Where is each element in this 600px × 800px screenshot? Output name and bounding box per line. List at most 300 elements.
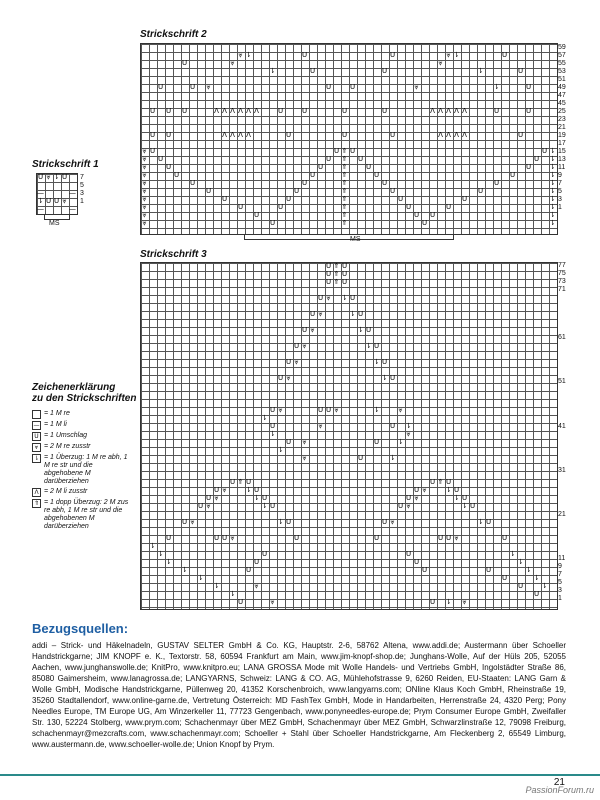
yarn-over-symbol: U (317, 163, 324, 171)
yarn-over-symbol: U (405, 203, 412, 211)
double-decrease-symbol: ⇑ (333, 270, 340, 278)
yarn-over-symbol: U (197, 502, 204, 510)
p2tog-symbol: Λ (246, 131, 251, 139)
yarn-over-symbol: U (389, 374, 396, 382)
yarn-over-symbol: U (341, 131, 348, 139)
yarn-over-symbol: U (381, 179, 388, 187)
k2tog-symbol: ⩔ (142, 203, 147, 211)
yarn-over-symbol: U (213, 534, 220, 542)
ssk-symbol: ⇂ (549, 171, 556, 179)
ssk-symbol: ⇂ (549, 187, 556, 195)
yarn-over-symbol: U (149, 107, 156, 115)
double-decrease-symbol: ⇑ (341, 195, 348, 203)
row-number: 45 (558, 100, 566, 107)
k2tog-symbol: ⩔ (454, 534, 459, 542)
yarn-over-symbol: U (525, 163, 532, 171)
yarn-over-symbol: U (261, 550, 268, 558)
chart1-ms-label: MS (49, 220, 60, 227)
yarn-over-symbol: U (445, 478, 452, 486)
row-number: 3 (80, 190, 84, 197)
p2tog-symbol: Λ (222, 107, 227, 115)
p2tog-symbol: Λ (438, 131, 443, 139)
sources-text: addi – Strick- und Häkelnadeln, GUSTAV SELTER GmbH & Co. KG, Hauptstr. 2-6, 58762 Altena, www.addi.de; Austermann über Schoeller Handstrickgarne; JIM KNOPF e. K., Textorstr. 58, 60594 Frankfurt am Main, www.jim-knopf-shop.de; Junghans-Wolle, Auf der Hüls 205, 52055 Aachen, www.junghanswolle.de; KnitPro, www.knitpro.eu; LANA GROSSA Mode mit Wolle Handels- und Vertriebs GmbH, Ingolstädter Straße 86, 85080 Gaimersheim, www.lanagrossa.de; LANGYARNS, Schweiz: LANG & CO. AG, Mühlehofstrasse 9, 6260 Reiden, EU-Staaten: LANG Garn & Wolle GmbH, Modische Handstrickgarne, Püllenweg 20, 41352 Korschenbroich, www.langyarns.com; ONline Klaus Koch GmbH, Rheinstraße 19, 35260 Stadtallendorf, www.online-garne.de, Vertretung Österreich: MD FashTex GmbH, Mode in Handarbeiten, Herrenstraße 24, 4320 Perg; Pony Needles Europe, TM Europe UG, Am Winzerkeller 11, 77723 Gengenbach, www.ponyneedles-europe.de; Prym Consumer Europe GmbH, Zweifaller Str. 130, 52224 Stolberg, www.prym.com; Schachenmayr über MEZ GmbH, Schachenmayr über MEZ GmbH, Schwarzlinstraße 12, 79098 Freiburg, schachenmayr@mezcrafts.com, www.schachenmayr.com; Schoeller + Stahl über Schoeller Handstrickgarne, Am Fleckenberg 2, 65549 Limburg, www.austermann.de, www.schoeller-wolle.de; Union Knopf by Prym. (32, 641, 566, 749)
yarn-over-symbol: U (373, 438, 380, 446)
k2tog-symbol: ⩔ (422, 486, 427, 494)
yarn-over-symbol: U (293, 342, 300, 350)
yarn-over-symbol: U (461, 494, 468, 502)
yarn-over-symbol: U (61, 173, 68, 181)
p2tog-symbol: Λ (430, 107, 435, 115)
k2tog-symbol: ⩔ (142, 171, 147, 179)
k2tog-symbol: ⩔ (214, 494, 219, 502)
yarn-over-symbol: U (325, 155, 332, 163)
ssk-symbol: ⇂ (549, 195, 556, 203)
k2tog-symbol: ⩔ (438, 59, 443, 67)
yarn-over-symbol: U (325, 406, 332, 414)
ssk-symbol: ⇂ (277, 446, 284, 454)
chart1-grid (36, 173, 78, 215)
yarn-over-symbol: U (285, 438, 292, 446)
ssk-symbol: ⇂ (549, 163, 556, 171)
yarn-over-symbol: U (445, 534, 452, 542)
yarn-over-symbol: U (181, 107, 188, 115)
yarn-over-symbol: U (149, 131, 156, 139)
ssk-symbol: ⇂ (493, 83, 500, 91)
k2tog-symbol: ⩔ (406, 502, 411, 510)
k2tog-symbol: ⩔ (46, 173, 51, 181)
legend-text: = 1 M li (44, 421, 67, 428)
yarn-over-symbol: U (349, 83, 356, 91)
legend-item (32, 454, 132, 486)
yarn-over-symbol: U (285, 195, 292, 203)
yarn-over-symbol: U (389, 422, 396, 430)
yarn-over-symbol: U (493, 179, 500, 187)
yarn-over-symbol: U (365, 326, 372, 334)
row-number: 1 (558, 204, 562, 211)
yarn-over-symbol: U (165, 131, 172, 139)
k2tog-symbol: ⩔ (270, 598, 275, 606)
k2tog-symbol: ⩔ (302, 454, 307, 462)
yarn-over-symbol: U (157, 83, 164, 91)
k2tog-symbol: ⩔ (302, 438, 307, 446)
p2tog-symbol: Λ (446, 131, 451, 139)
row-number: 15 (558, 148, 566, 155)
ssk-symbol: ⇂ (405, 422, 412, 430)
k2tog-symbol: ⩔ (414, 494, 419, 502)
yarn-over-symbol: U (53, 197, 60, 205)
yarn-over-symbol: U (309, 310, 316, 318)
k2tog-symbol: ⩔ (294, 358, 299, 366)
yarn-over-symbol: U (429, 211, 436, 219)
yarn-over-symbol: U (277, 374, 284, 382)
yarn-over-symbol: U (397, 502, 404, 510)
yarn-over-symbol: U (325, 278, 332, 286)
ssk-symbol: ⇂ (37, 197, 44, 205)
ssk-symbol: ⇂ (445, 598, 452, 606)
k2tog-symbol: ⩔ (318, 422, 323, 430)
yarn-over-symbol: U (469, 502, 476, 510)
yarn-over-symbol: U (429, 598, 436, 606)
ssk-symbol: ⇂ (341, 294, 348, 302)
double-decrease-symbol: ⇑ (341, 211, 348, 219)
chart1-title: Strickschrift 1 (32, 159, 99, 170)
ssk-symbol: ⇂ (269, 67, 276, 75)
legend-item (32, 432, 132, 441)
row-number: 53 (558, 68, 566, 75)
ssk-symbol: ⇂ (381, 374, 388, 382)
yarn-over-symbol: U (541, 147, 548, 155)
yarn-over-symbol: U (533, 590, 540, 598)
row-number: 7 (558, 571, 562, 578)
yarn-over-symbol: U (205, 187, 212, 195)
yarn-over-symbol: U (341, 107, 348, 115)
yarn-over-symbol: U (357, 155, 364, 163)
yarn-over-symbol: U (381, 107, 388, 115)
chart3-row-number-21 (558, 511, 566, 519)
yarn-over-symbol: U (341, 270, 348, 278)
yarn-over-symbol: U (245, 566, 252, 574)
ssk-symbol: ⇂ (549, 155, 556, 163)
yarn-over-symbol: U (317, 294, 324, 302)
double-decrease-symbol: ⇑ (341, 147, 348, 155)
k2tog-symbol: ⩔ (206, 83, 211, 91)
row-number: 1 (558, 595, 562, 602)
double-decrease-symbol: ⇑ (237, 478, 244, 486)
k2tog-symbol: ⩔ (142, 179, 147, 187)
k2tog-symbol-icon: ⩔ (32, 443, 41, 452)
yarn-over-symbol: U (461, 195, 468, 203)
yarn-over-symbol: U (37, 173, 44, 181)
k2tog-symbol: ⩔ (142, 211, 147, 219)
row-number: 77 (558, 262, 566, 269)
yarn-over-symbol: U (341, 262, 348, 270)
legend-text: = 2 M re zusstr (44, 443, 91, 450)
p2tog-symbol: Λ (222, 131, 227, 139)
yarn-over-symbol: U (349, 294, 356, 302)
yarn-over-symbol: U (221, 195, 228, 203)
legend-text: = 1 dopp Überzug: 2 M zus re abh, 1 M re str und die abgehobenen M darüberziehen (44, 499, 129, 530)
knit-symbol-icon (32, 410, 41, 419)
sources-section (32, 621, 566, 750)
yarn-over-symbol: U (237, 598, 244, 606)
row-number: 47 (558, 92, 566, 99)
yarn-over-symbol: U (533, 155, 540, 163)
double-decrease-symbol: ⇑ (437, 478, 444, 486)
yarn-over-symbol: U (389, 187, 396, 195)
row-number: 9 (558, 563, 562, 570)
chart3-row-number-41 (558, 423, 566, 431)
yarn-over-symbol: U (237, 203, 244, 211)
chart3-row-number-51 (558, 378, 566, 386)
yarn-over-symbol: U (165, 534, 172, 542)
chart3-grid (140, 262, 558, 610)
yarn-over-symbol: U (501, 51, 508, 59)
yarn-over-symbol: U (293, 187, 300, 195)
yarn-over-symbol: U (421, 219, 428, 227)
yarn-over-symbol: U (309, 171, 316, 179)
row-number: 57 (558, 52, 566, 59)
k2tog-symbol: ⩔ (142, 219, 147, 227)
yarn-over-symbol: U (205, 494, 212, 502)
k2tog-symbol: ⩔ (222, 486, 227, 494)
row-number: 23 (558, 116, 566, 123)
yarn-over-symbol: U (405, 494, 412, 502)
yarn-over-symbol: U (269, 219, 276, 227)
ssk-symbol: ⇂ (533, 574, 540, 582)
k2tog-symbol: ⩔ (238, 51, 243, 59)
yarn-over-symbol: U (245, 478, 252, 486)
legend-text: = 1 Umschlag (44, 432, 87, 439)
p2tog-symbol: Λ (230, 107, 235, 115)
footer-rule (0, 774, 600, 776)
yarn-over-symbol: U (373, 171, 380, 179)
k2tog-symbol: ⩔ (230, 59, 235, 67)
ssk-symbol: ⇂ (477, 518, 484, 526)
row-number: 51 (558, 76, 566, 83)
legend-title-line1: Zeichenerklärung (32, 382, 116, 393)
double-decrease-symbol-icon: ⇑ (33, 500, 40, 507)
yarn-over-symbol: U (301, 326, 308, 334)
yarn-over-symbol: U (413, 486, 420, 494)
yarn-over-symbol: U (277, 107, 284, 115)
yarn-over-symbol: U (149, 147, 156, 155)
double-decrease-symbol: ⇑ (333, 262, 340, 270)
k2tog-symbol: ⩔ (462, 598, 467, 606)
yarn-over-symbol: U (45, 197, 52, 205)
k2tog-symbol: ⩔ (142, 147, 147, 155)
ssk-symbol: ⇂ (373, 358, 380, 366)
yarn-over-symbol: U (341, 278, 348, 286)
yarn-over-symbol: U (301, 107, 308, 115)
ssk-symbol-icon: ⇂ (33, 455, 40, 462)
yarn-over-symbol: U (221, 534, 228, 542)
yarn-over-symbol: U (429, 478, 436, 486)
yarn-over-symbol-icon: U (32, 432, 41, 441)
row-number: 3 (558, 587, 562, 594)
ssk-symbol: ⇂ (181, 566, 188, 574)
chart3-row-numbers-bottom (558, 555, 565, 603)
k2tog-symbol: ⩔ (190, 518, 195, 526)
ssk-symbol: ⇂ (229, 590, 236, 598)
yarn-over-symbol: U (525, 83, 532, 91)
row-number: 11 (558, 555, 566, 562)
k2tog-symbol: ⩔ (414, 83, 419, 91)
chart2-row-numbers (558, 44, 566, 212)
row-number: 13 (558, 156, 566, 163)
ssk-symbol: ⇂ (277, 518, 284, 526)
yarn-over-symbol: U (517, 67, 524, 75)
ssk-symbol: ⇂ (517, 558, 524, 566)
yarn-over-symbol: U (421, 566, 428, 574)
ssk-symbol: ⇂ (53, 173, 60, 181)
chart2-grid (140, 43, 558, 235)
row-number: 9 (558, 172, 562, 179)
yarn-over-symbol: U (181, 59, 188, 67)
k2tog-symbol: ⩔ (254, 582, 259, 590)
yarn-over-symbol: U (317, 406, 324, 414)
ssk-symbol: ⇂ (549, 211, 556, 219)
yarn-over-symbol: U (357, 454, 364, 462)
legend-item (32, 488, 132, 497)
row-number: 21 (558, 511, 566, 518)
double-decrease-symbol: ⇑ (341, 203, 348, 211)
ssk-symbol: ⇂ (245, 486, 252, 494)
yarn-over-symbol: U (309, 67, 316, 75)
sources-title: Bezugsquellen: (32, 621, 129, 636)
yarn-over-symbol: U (389, 131, 396, 139)
yarn-over-symbol: U (293, 534, 300, 542)
yarn-over-symbol: U (253, 486, 260, 494)
p2tog-symbol: Λ (462, 107, 467, 115)
row-number: 73 (558, 278, 566, 285)
ssk-symbol: ⇂ (261, 502, 268, 510)
k2tog-symbol: ⩔ (406, 430, 411, 438)
yarn-over-symbol: U (373, 342, 380, 350)
yarn-over-symbol: U (285, 518, 292, 526)
ssk-symbol: ⇂ (149, 542, 156, 550)
row-number: 31 (558, 467, 566, 474)
row-number: 71 (558, 286, 566, 293)
ssk-symbol: ⇂ (197, 574, 204, 582)
chart2-title: Strickschrift 2 (140, 29, 207, 40)
row-number: 5 (558, 579, 562, 586)
p2tog-symbol: Λ (438, 107, 443, 115)
yarn-over-symbol: U (501, 534, 508, 542)
ssk-symbol: ⇂ (245, 51, 252, 59)
ssk-symbol: ⇂ (157, 550, 164, 558)
p2tog-symbol: Λ (214, 107, 219, 115)
k2tog-symbol: ⩔ (142, 155, 147, 163)
k2tog-symbol: ⩔ (310, 326, 315, 334)
row-number: 61 (558, 334, 566, 341)
double-decrease-symbol: ⇑ (341, 163, 348, 171)
chart3-row-numbers-top (558, 262, 566, 294)
purl-symbol: — (37, 189, 44, 197)
row-number: 41 (558, 423, 566, 430)
yarn-over-symbol: U (165, 107, 172, 115)
p2tog-symbol: Λ (230, 131, 235, 139)
ssk-symbol: ⇂ (445, 486, 452, 494)
ssk-symbol: ⇂ (461, 502, 468, 510)
row-number: 1 (80, 198, 84, 205)
row-number: 75 (558, 270, 566, 277)
legend-text: = 2 M li zusstr (44, 488, 88, 495)
legend-item (32, 421, 132, 430)
yarn-over-symbol: U (477, 187, 484, 195)
row-number: 21 (558, 124, 566, 131)
chart2-ms-bracket (244, 234, 454, 240)
row-number: 17 (558, 140, 566, 147)
purl-symbol: — (69, 189, 76, 197)
ssk-symbol: ⇂ (165, 558, 172, 566)
row-number: 55 (558, 60, 566, 67)
yarn-over-symbol: U (437, 534, 444, 542)
row-number: 49 (558, 84, 566, 91)
ssk-symbol: ⇂ (549, 203, 556, 211)
ssk-symbol: ⇂ (509, 550, 516, 558)
ssk-symbol: ⇂ (549, 179, 556, 187)
p2tog-symbol: Λ (454, 107, 459, 115)
ssk-symbol: ⇂ (373, 406, 380, 414)
yarn-over-symbol: U (509, 171, 516, 179)
legend-text: = 1 M re (44, 410, 70, 417)
ssk-symbol: ⇂ (541, 582, 548, 590)
page-number: 21 (553, 777, 565, 788)
yarn-over-symbol: U (397, 195, 404, 203)
yarn-over-symbol: U (165, 163, 172, 171)
k2tog-symbol: ⩔ (278, 406, 283, 414)
yarn-over-symbol: U (261, 494, 268, 502)
ssk-symbol: ⇂ (357, 326, 364, 334)
ssk-symbol: ⇂ (349, 310, 356, 318)
purl-symbol: — (37, 205, 44, 213)
purl-symbol-icon: — (33, 422, 40, 429)
yarn-over-symbol: U (189, 83, 196, 91)
k2tog-symbol: ⩔ (302, 342, 307, 350)
yarn-over-symbol: U (501, 574, 508, 582)
k2tog-symbol: ⩔ (390, 518, 395, 526)
p2tog-symbol: Λ (238, 131, 243, 139)
yarn-over-symbol: U (365, 163, 372, 171)
legend-title (32, 382, 136, 404)
legend-text: = 1 Überzug: 1 M re abh, 1 M re str und die abgehobene M darüberziehen (44, 454, 128, 485)
ssk-symbol: ⇂ (525, 566, 532, 574)
row-number: 51 (558, 378, 566, 385)
k2tog-symbol: ⩔ (142, 187, 147, 195)
row-number: 25 (558, 108, 566, 115)
yarn-over-symbol: U (301, 179, 308, 187)
yarn-over-symbol: U (285, 358, 292, 366)
yarn-over-symbol: U (381, 518, 388, 526)
watermark: PassionForum.ru (525, 785, 594, 795)
k2tog-symbol: ⩔ (318, 310, 323, 318)
double-decrease-symbol: ⇑ (333, 278, 340, 286)
yarn-over-symbol: U (373, 534, 380, 542)
p2tog-symbol: Λ (246, 107, 251, 115)
purl-symbol: — (69, 205, 76, 213)
k2tog-symbol: ⩔ (62, 197, 67, 205)
row-number: 19 (558, 132, 566, 139)
chart3-row-number-61 (558, 334, 566, 342)
ssk-symbol: ⇂ (253, 494, 260, 502)
row-number: 5 (558, 188, 562, 195)
k2tog-symbol: ⩔ (142, 163, 147, 171)
row-number: 11 (558, 164, 566, 171)
row-number: 3 (558, 196, 562, 203)
ssk-symbol: ⇂ (269, 430, 276, 438)
chart3-row-number-31 (558, 467, 566, 475)
p2tog-symbol: Λ (454, 131, 459, 139)
ssk-symbol: ⇂ (549, 219, 556, 227)
k2tog-symbol: ⩔ (398, 406, 403, 414)
yarn-over-symbol: U (357, 310, 364, 318)
row-number: 7 (558, 180, 562, 187)
p2tog-symbol: Λ (446, 107, 451, 115)
yarn-over-symbol: U (253, 211, 260, 219)
legend-item (32, 410, 132, 419)
double-decrease-symbol: ⇑ (341, 219, 348, 227)
yarn-over-symbol: U (381, 67, 388, 75)
legend-item (32, 443, 132, 452)
yarn-over-symbol: U (445, 203, 452, 211)
yarn-over-symbol: U (325, 262, 332, 270)
legend (32, 410, 132, 533)
legend-item (32, 499, 132, 531)
yarn-over-symbol: U (173, 171, 180, 179)
ssk-symbol: ⇂ (549, 147, 556, 155)
k2tog-symbol: ⩔ (230, 534, 235, 542)
yarn-over-symbol: U (517, 582, 524, 590)
